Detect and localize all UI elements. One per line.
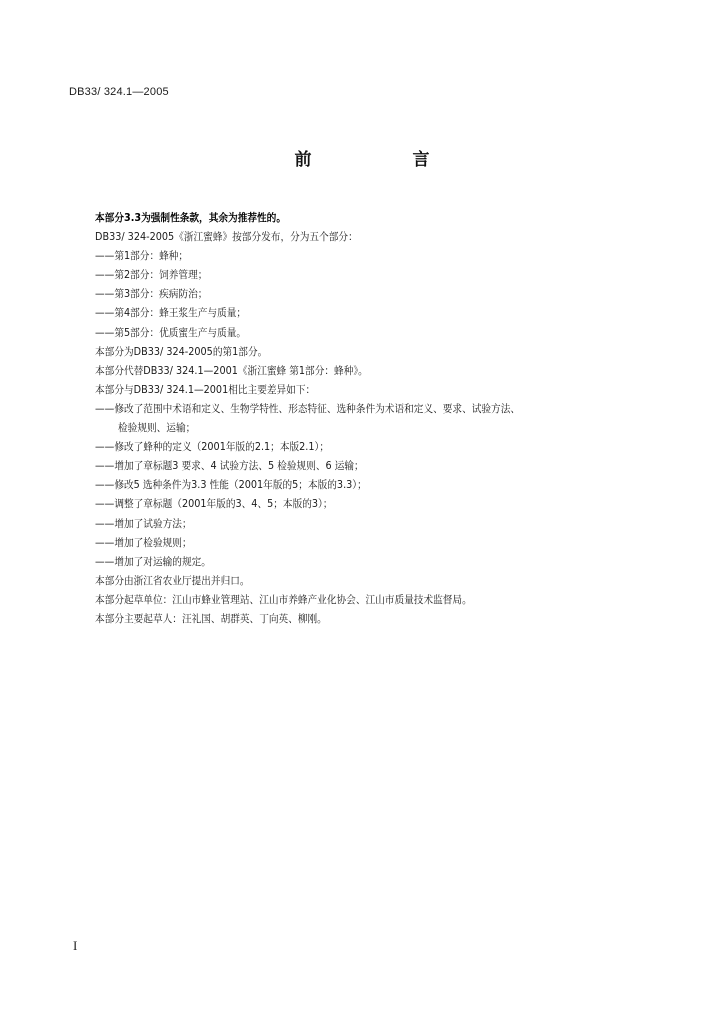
list-item-part-3: ——第3部分：疾病防治； <box>95 288 208 301</box>
page-number: I <box>73 938 78 953</box>
change-item-inspection-rules: ——增加了检验规则； <box>95 536 192 549</box>
list-item-part-4: ——第4部分：蜂王浆生产与质量； <box>95 307 247 320</box>
list-item-part-2: ——第2部分：饲养管理； <box>95 269 208 282</box>
proposer-statement: 本部分由浙江省农业厅提出并归口。 <box>95 574 250 587</box>
list-item-part-1: ——第1部分：蜂种； <box>95 250 189 263</box>
parts-intro: DB33/ 324-2005《浙江蜜蜂》按部分发布，分为五个部分： <box>95 231 358 244</box>
change-item-scope: ——修改了范围中术语和定义、生物学特性、形态特征、选种条件为术语和定义、要求、试验方法、 <box>95 402 521 415</box>
drafting-units: 本部分起草单位：江山市蜂业管理站、江山市养蜂产业化协会、江山市质量技术监督局。 <box>95 593 472 606</box>
change-item-performance: ——修改5 选种条件为3.3 性能（2001年版的5；本版的3.3）； <box>95 479 367 492</box>
change-item-chapters-added: ——增加了章标题3 要求、4 试验方法、5 检验规则、6 运输； <box>95 460 364 473</box>
changes-intro: 本部分与DB33/ 324.1—2001相比主要差异如下： <box>95 383 316 396</box>
drafters: 本部分主要起草人：汪礼国、胡群英、丁向英、柳刚。 <box>95 612 327 625</box>
change-item-test-methods: ——增加了试验方法； <box>95 517 192 530</box>
change-item-definition: ——修改了蜂种的定义（2001年版的2.1；本版2.1）； <box>95 441 330 454</box>
change-item-transport: ——增加了对运输的规定。 <box>95 555 211 568</box>
replacement-statement: 本部分代替DB33/ 324.1—2001《浙江蜜蜂 第1部分：蜂种》。 <box>95 364 368 377</box>
mandatory-clause-statement: 本部分3.3为强制性条款，其余为推荐性的。 <box>95 212 287 224</box>
page-title: 前 言 <box>294 150 472 170</box>
part-identification: 本部分为DB33/ 324-2005的第1部分。 <box>95 345 268 358</box>
list-item-part-5: ——第5部分：优质蜜生产与质量。 <box>95 326 247 339</box>
change-item-scope-continued: 检验规则、运输； <box>118 422 196 435</box>
standard-code: DB33/ 324.1—2005 <box>69 86 169 98</box>
foreword-body <box>95 209 655 629</box>
change-item-chapter-titles: ——调整了章标题（2001年版的3、4、5；本版的3）； <box>95 498 333 511</box>
